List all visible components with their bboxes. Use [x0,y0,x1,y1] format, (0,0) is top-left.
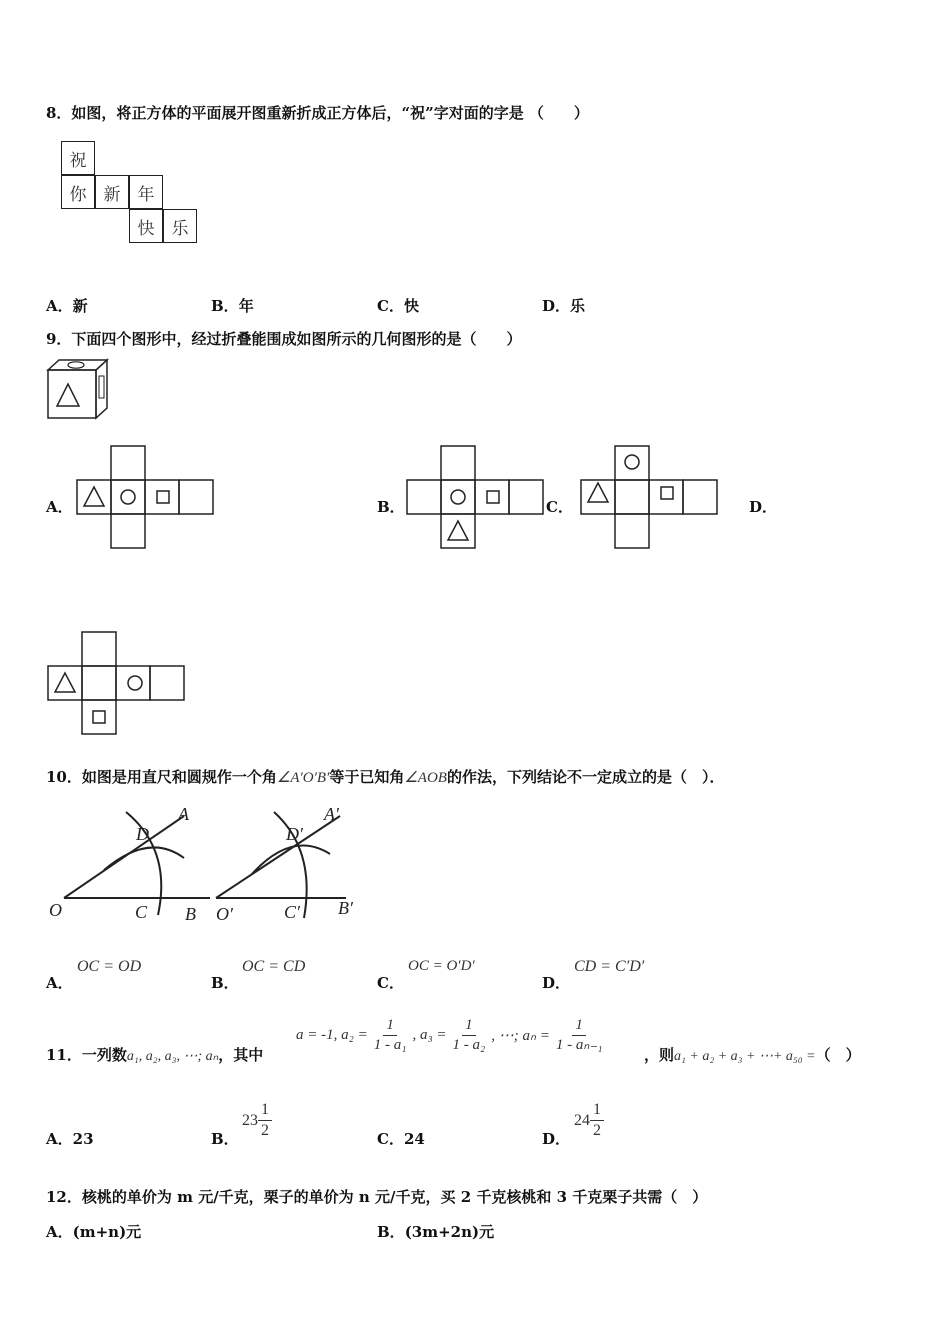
q11-stem-post: ，则a₁ + a₂ + a₃ + ⋯+ a₅₀ =（ ） [644,1046,861,1064]
q9-option-d[interactable]: D． [749,498,778,516]
q11-option-a[interactable]: A．23 [46,1130,94,1148]
label-O-prime: O′ [216,904,233,924]
label-C-prime: C′ [284,902,300,922]
net-cell: 你 [61,175,95,209]
label-D: D [136,824,149,844]
q8-option-b[interactable]: B．年 [211,297,254,315]
q9-net-b[interactable] [406,445,548,551]
q10-option-c-math: OC = O′D′ [408,958,475,974]
q9-option-b[interactable]: B． [377,498,405,516]
q8-stem: 8．如图，将正方体的平面展开图重新折成正方体后，“祝”字对面的字是 （ ） [46,104,589,122]
q12-option-b[interactable]: B．(3m+2n)元 [377,1223,495,1241]
label-D-prime: D′ [286,824,303,844]
q10-stem: 10．如图是用直尺和圆规作一个角∠A′O′B′等于已知角∠AOB的作法，下列结论不一定成立的是（ ）． [46,768,725,786]
q11-option-b[interactable]: B． [211,1130,239,1148]
label-B-prime: B′ [338,898,353,918]
net-cell: 年 [129,175,163,209]
label-O: O [49,900,62,920]
net-cell: 乐 [163,209,197,243]
label-A: A [178,804,189,824]
q9-net-a[interactable] [76,445,218,551]
q9-cube-figure [46,358,110,422]
net-cell: 祝 [61,141,95,175]
q10-option-b[interactable]: B． [211,974,239,992]
q12-stem: 12．核桃的单价为 m 元/千克，栗子的单价为 n 元/千克，买 2 千克核桃和 3 千克栗子共需（ ） [46,1188,708,1206]
q10-option-a[interactable]: A． [46,974,73,992]
q8-option-a[interactable]: A．新 [46,297,88,315]
q10-option-a-math: OC = OD [77,958,142,975]
q11-option-d[interactable]: D． [542,1130,571,1148]
net-cell: 新 [95,175,129,209]
net-cell: 快 [129,209,163,243]
q11-option-c[interactable]: C．24 [377,1130,425,1148]
q10-option-d-math: CD = C′D′ [574,958,645,975]
q11-option-b-value: 23 $\frac{1}{2}$ [242,1102,272,1139]
q9-net-d[interactable] [47,631,189,739]
q10-figure-right [212,800,387,925]
q10-figure-left [44,800,214,925]
q12-option-a[interactable]: A．(m+n)元 [46,1223,142,1241]
q9-net-c[interactable] [580,445,722,551]
q11-option-d-value: 24 $\frac{1}{2}$ [574,1102,604,1139]
label-A-prime: A′ [324,804,339,824]
q8-option-c[interactable]: C．快 [377,297,419,315]
q11-stem-pre: 11．一列数a₁, a₂, a₃, ⋯; aₙ，其中 [46,1046,264,1064]
label-C: C [135,902,148,922]
q9-option-a[interactable]: A． [46,498,73,516]
q8-option-d[interactable]: D．乐 [542,297,586,315]
q10-option-c[interactable]: C． [377,974,404,992]
label-B: B [185,904,196,924]
q9-stem: 9．下面四个图形中，经过折叠能围成如图所示的几何图形的是（ ） [46,330,522,348]
q9-option-c[interactable]: C． [546,498,573,516]
q10-option-d[interactable]: D． [542,974,571,992]
q10-option-b-math: OC = CD [242,958,306,975]
q11-conditions: a = -1, a₂ = $\frac{1}{\text{1 - a₁}}$ , a₃ = $\frac{1}{\text{1 - a₂}}$ , ⋯; aₙ = $\frac{1}{\text{1 - aₙ₋₁}}$ [296,1017,603,1053]
